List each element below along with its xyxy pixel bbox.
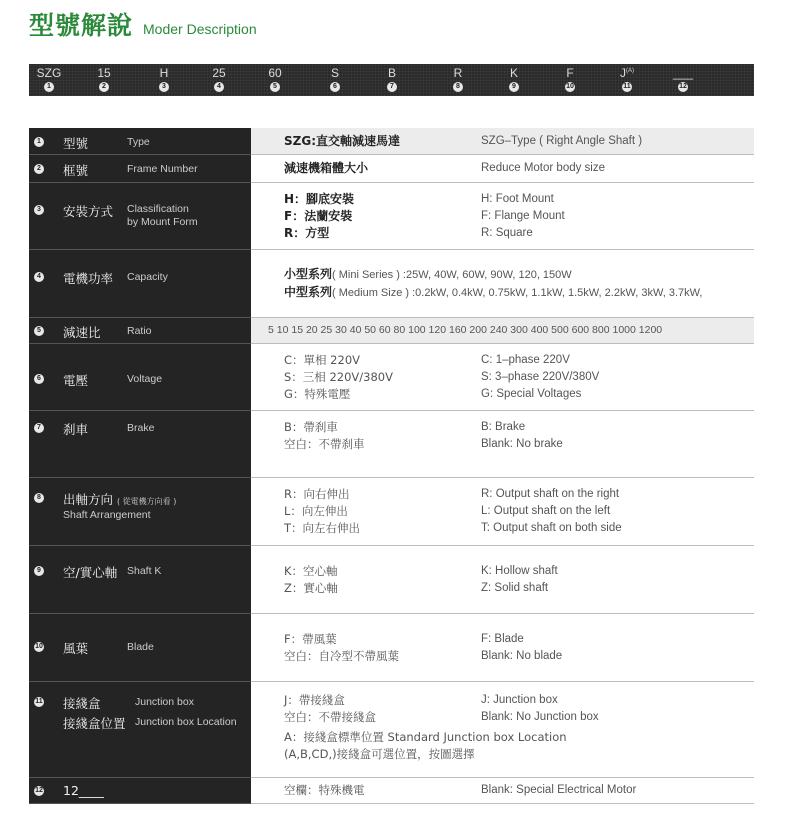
row-number-4: 4 (34, 272, 44, 282)
description-table (29, 128, 754, 804)
junction-options-en (481, 692, 599, 726)
code-num-6: 6 (330, 82, 340, 92)
mount-option: F: Flange Mount (481, 209, 565, 222)
row-label-en (127, 203, 198, 229)
shaftk-option: K: Hollow shaft (481, 564, 558, 577)
code-num-4: 4 (214, 82, 224, 92)
code-1: SZG (36, 66, 62, 80)
row-label-en: Blade (127, 640, 154, 653)
model-code-bar (29, 64, 754, 96)
shaft-option: L: Output shaft on the left (481, 504, 611, 517)
row-number-1: 1 (34, 137, 44, 147)
code-4: 25 (212, 66, 226, 80)
brake-option: B：帶刹車 (284, 419, 338, 434)
mount-option: H: Foot Mount (481, 192, 554, 205)
voltage-option: G：特殊電壓 (284, 386, 351, 401)
title-zh: 型號解說 (29, 11, 134, 40)
type-value-zh: SZG:直交軸減速馬達 (284, 134, 400, 148)
mount-option: R: Square (481, 226, 533, 239)
row-label-en: Ratio (127, 324, 152, 337)
code-num-8: 8 (453, 82, 463, 92)
capacity-lines (284, 266, 702, 302)
shaftk-option: K：空心軸 (284, 563, 338, 578)
code-9: K (509, 66, 519, 80)
shaft-options-zh (284, 486, 360, 537)
row-number-8: 8 (34, 493, 44, 503)
code-num-12: 12 (679, 83, 687, 90)
row-label-zh: 接綫盒 (63, 695, 101, 711)
shaft-option: R: Output shaft on the right (481, 487, 620, 500)
brake-option: Blank: No brake (481, 437, 563, 450)
voltage-option: S：三相 220V/380V (284, 369, 393, 384)
mount-option: R：方型 (284, 225, 330, 240)
code-7: B (387, 66, 397, 80)
row-label-zh: 12____ (63, 782, 104, 798)
blade-option: F: Blade (481, 632, 524, 645)
code-num-9: 9 (509, 82, 519, 92)
mount-options-zh (284, 191, 354, 242)
voltage-option: G: Special Voltages (481, 387, 582, 400)
capacity-medium (284, 284, 702, 302)
brake-options-zh (284, 419, 365, 453)
row-number-10: 10 (35, 642, 43, 650)
row-label-en: Type (127, 136, 150, 148)
brake-option: 空白：不帶刹車 (284, 436, 365, 451)
shaft-option: R：向右伸出 (284, 486, 350, 501)
row-label-zh-main: 出軸方向 (63, 491, 114, 507)
row-label-zh: 電機功率 (63, 270, 114, 286)
row-label-zh (63, 490, 176, 508)
row-number-3: 3 (34, 205, 44, 215)
row-label-zh: 風葉 (63, 640, 89, 656)
table-row-frame (29, 154, 754, 182)
table-row-junction-box (29, 681, 754, 777)
row-label-zh-sub: ( 從電機方向看 ) (117, 496, 177, 506)
row-label-en: Frame Number (127, 162, 198, 175)
special-value-en: Blank: Special Electrical Motor (481, 783, 637, 796)
code-11 (620, 66, 634, 80)
row-label-zh: 刹車 (63, 421, 89, 437)
row-label-en: Voltage (127, 372, 163, 385)
code-3: H (159, 66, 169, 80)
blade-options-en (481, 631, 562, 665)
small-series-label: 小型系列 (284, 266, 333, 281)
blade-option: F：帶風葉 (284, 631, 337, 646)
table-row-brake (29, 410, 754, 477)
row-label-en: Brake (127, 421, 155, 434)
type-value-en: SZG–Type ( Right Angle Shaft ) (481, 135, 643, 147)
title-en: Moder Description (143, 21, 257, 37)
row-number-5: 5 (34, 326, 44, 336)
capacity-small (284, 266, 702, 284)
shaftk-option: Z：實心軸 (284, 580, 338, 595)
row-label-zh: 框號 (63, 162, 89, 178)
mount-option: F：法蘭安裝 (284, 208, 353, 223)
row-number-6: 6 (34, 374, 44, 384)
row-label-en: Junction box (135, 695, 194, 708)
code-8: R (453, 66, 463, 80)
code-num-7: 7 (387, 82, 397, 92)
shaft-option: T：向左右伸出 (284, 520, 361, 535)
row-label-en-2: Junction box Location (135, 715, 237, 728)
row-label-en-line1: Classification (127, 202, 189, 215)
row-number-12: 12 (35, 786, 43, 794)
table-row-shaft-arrangement (29, 477, 754, 545)
row-label-zh: 安裝方式 (63, 203, 114, 219)
junction-standard-location: A：接綫盒標準位置 Standard Junction box Location (284, 729, 567, 744)
shaftk-options-zh (284, 563, 338, 597)
row-label-zh: 電壓 (63, 372, 89, 388)
junction-option: J: Junction box (481, 693, 558, 706)
row-number-11: 11 (35, 697, 43, 705)
voltage-options-zh (284, 352, 393, 403)
code-6: S (330, 66, 340, 80)
page-title (29, 6, 257, 42)
mount-option: H：腳底安裝 (284, 191, 355, 206)
table-row-type (29, 128, 754, 154)
voltage-option: C: 1–phase 220V (481, 353, 570, 366)
table-row-capacity (29, 249, 754, 317)
table-row-ratio (29, 317, 754, 343)
code-11-sup: (A) (626, 68, 634, 74)
row-label-en: Shaft K (127, 564, 162, 577)
brake-option: B: Brake (481, 420, 526, 433)
code-11-letter: J (620, 66, 626, 80)
voltage-option: C：單相 220V (284, 352, 361, 367)
junction-optional-location: (A,B,CD,)接綫盒可選位置，按圖選擇 (284, 746, 475, 761)
mount-options-en (481, 191, 565, 242)
row-label-en-line2: by Mount Form (127, 215, 198, 228)
code-5: 60 (268, 66, 282, 80)
code-num-11: 11 (623, 83, 631, 90)
frame-value-en: Reduce Motor body size (481, 161, 606, 174)
voltage-option: S: 3–phase 220V/380V (481, 370, 600, 383)
voltage-options-en (481, 352, 599, 403)
code-num-5: 5 (270, 82, 280, 92)
shaft-option: T: Output shaft on both side (481, 521, 622, 534)
code-12: ___ (672, 66, 694, 80)
row-number-2: 2 (34, 164, 44, 174)
row-label-en: Shaft Arrangement (63, 508, 151, 521)
shaft-options-en (481, 486, 622, 537)
code-num-1: 1 (44, 82, 54, 92)
table-row-voltage (29, 343, 754, 410)
small-series-detail: ( Mini Series ) :25W, 40W, 60W, 90W, 120, 150W (332, 268, 572, 281)
code-num-10: 10 (566, 83, 574, 90)
table-row-special (29, 777, 754, 803)
code-10: F (566, 66, 574, 80)
table-row-blade (29, 613, 754, 681)
row-number-7: 7 (34, 423, 44, 433)
code-num-2: 2 (99, 82, 109, 92)
medium-series-label: 中型系列 (284, 284, 333, 299)
junction-option: Blank: No Junction box (481, 710, 599, 723)
code-2: 15 (97, 66, 111, 80)
row-label-zh: 減速比 (63, 324, 101, 340)
row-label-zh-2: 接綫盒位置 (63, 715, 126, 731)
junction-option: 空白：不帶接綫盒 (284, 709, 376, 724)
blade-option: Blank: No blade (481, 649, 563, 662)
shaftk-option: Z: Solid shaft (481, 581, 549, 594)
table-row-mount (29, 182, 754, 249)
special-value-zh: 空欄：特殊機電 (284, 782, 365, 797)
junction-option: J：帶接綫盒 (284, 692, 345, 707)
code-num-3: 3 (159, 82, 169, 92)
blade-options-zh (284, 631, 399, 665)
row-label-zh: 空/實心軸 (63, 564, 118, 580)
blade-option: 空白：自冷型不帶風葉 (284, 648, 399, 663)
row-number-9: 9 (34, 566, 44, 576)
medium-series-detail: ( Medium Size ) :0.2kW, 0.4kW, 0.75kW, 1.1kW, 1.5kW, 2.2kW, 3kW, 3.7kW, (332, 286, 703, 299)
shaft-option: L：向左伸出 (284, 503, 348, 518)
ratio-values: 5 10 15 20 25 30 40 50 60 80 100 120 160 200 240 300 400 500 600 800 1000 1200 (268, 323, 663, 336)
row-label-en: Capacity (127, 270, 168, 283)
row-label-zh: 型號 (63, 136, 89, 151)
frame-value-zh: 減速機箱體大小 (284, 160, 369, 175)
shaftk-options-en (481, 563, 558, 597)
table-row-shaft-k (29, 545, 754, 613)
brake-options-en (481, 419, 563, 453)
